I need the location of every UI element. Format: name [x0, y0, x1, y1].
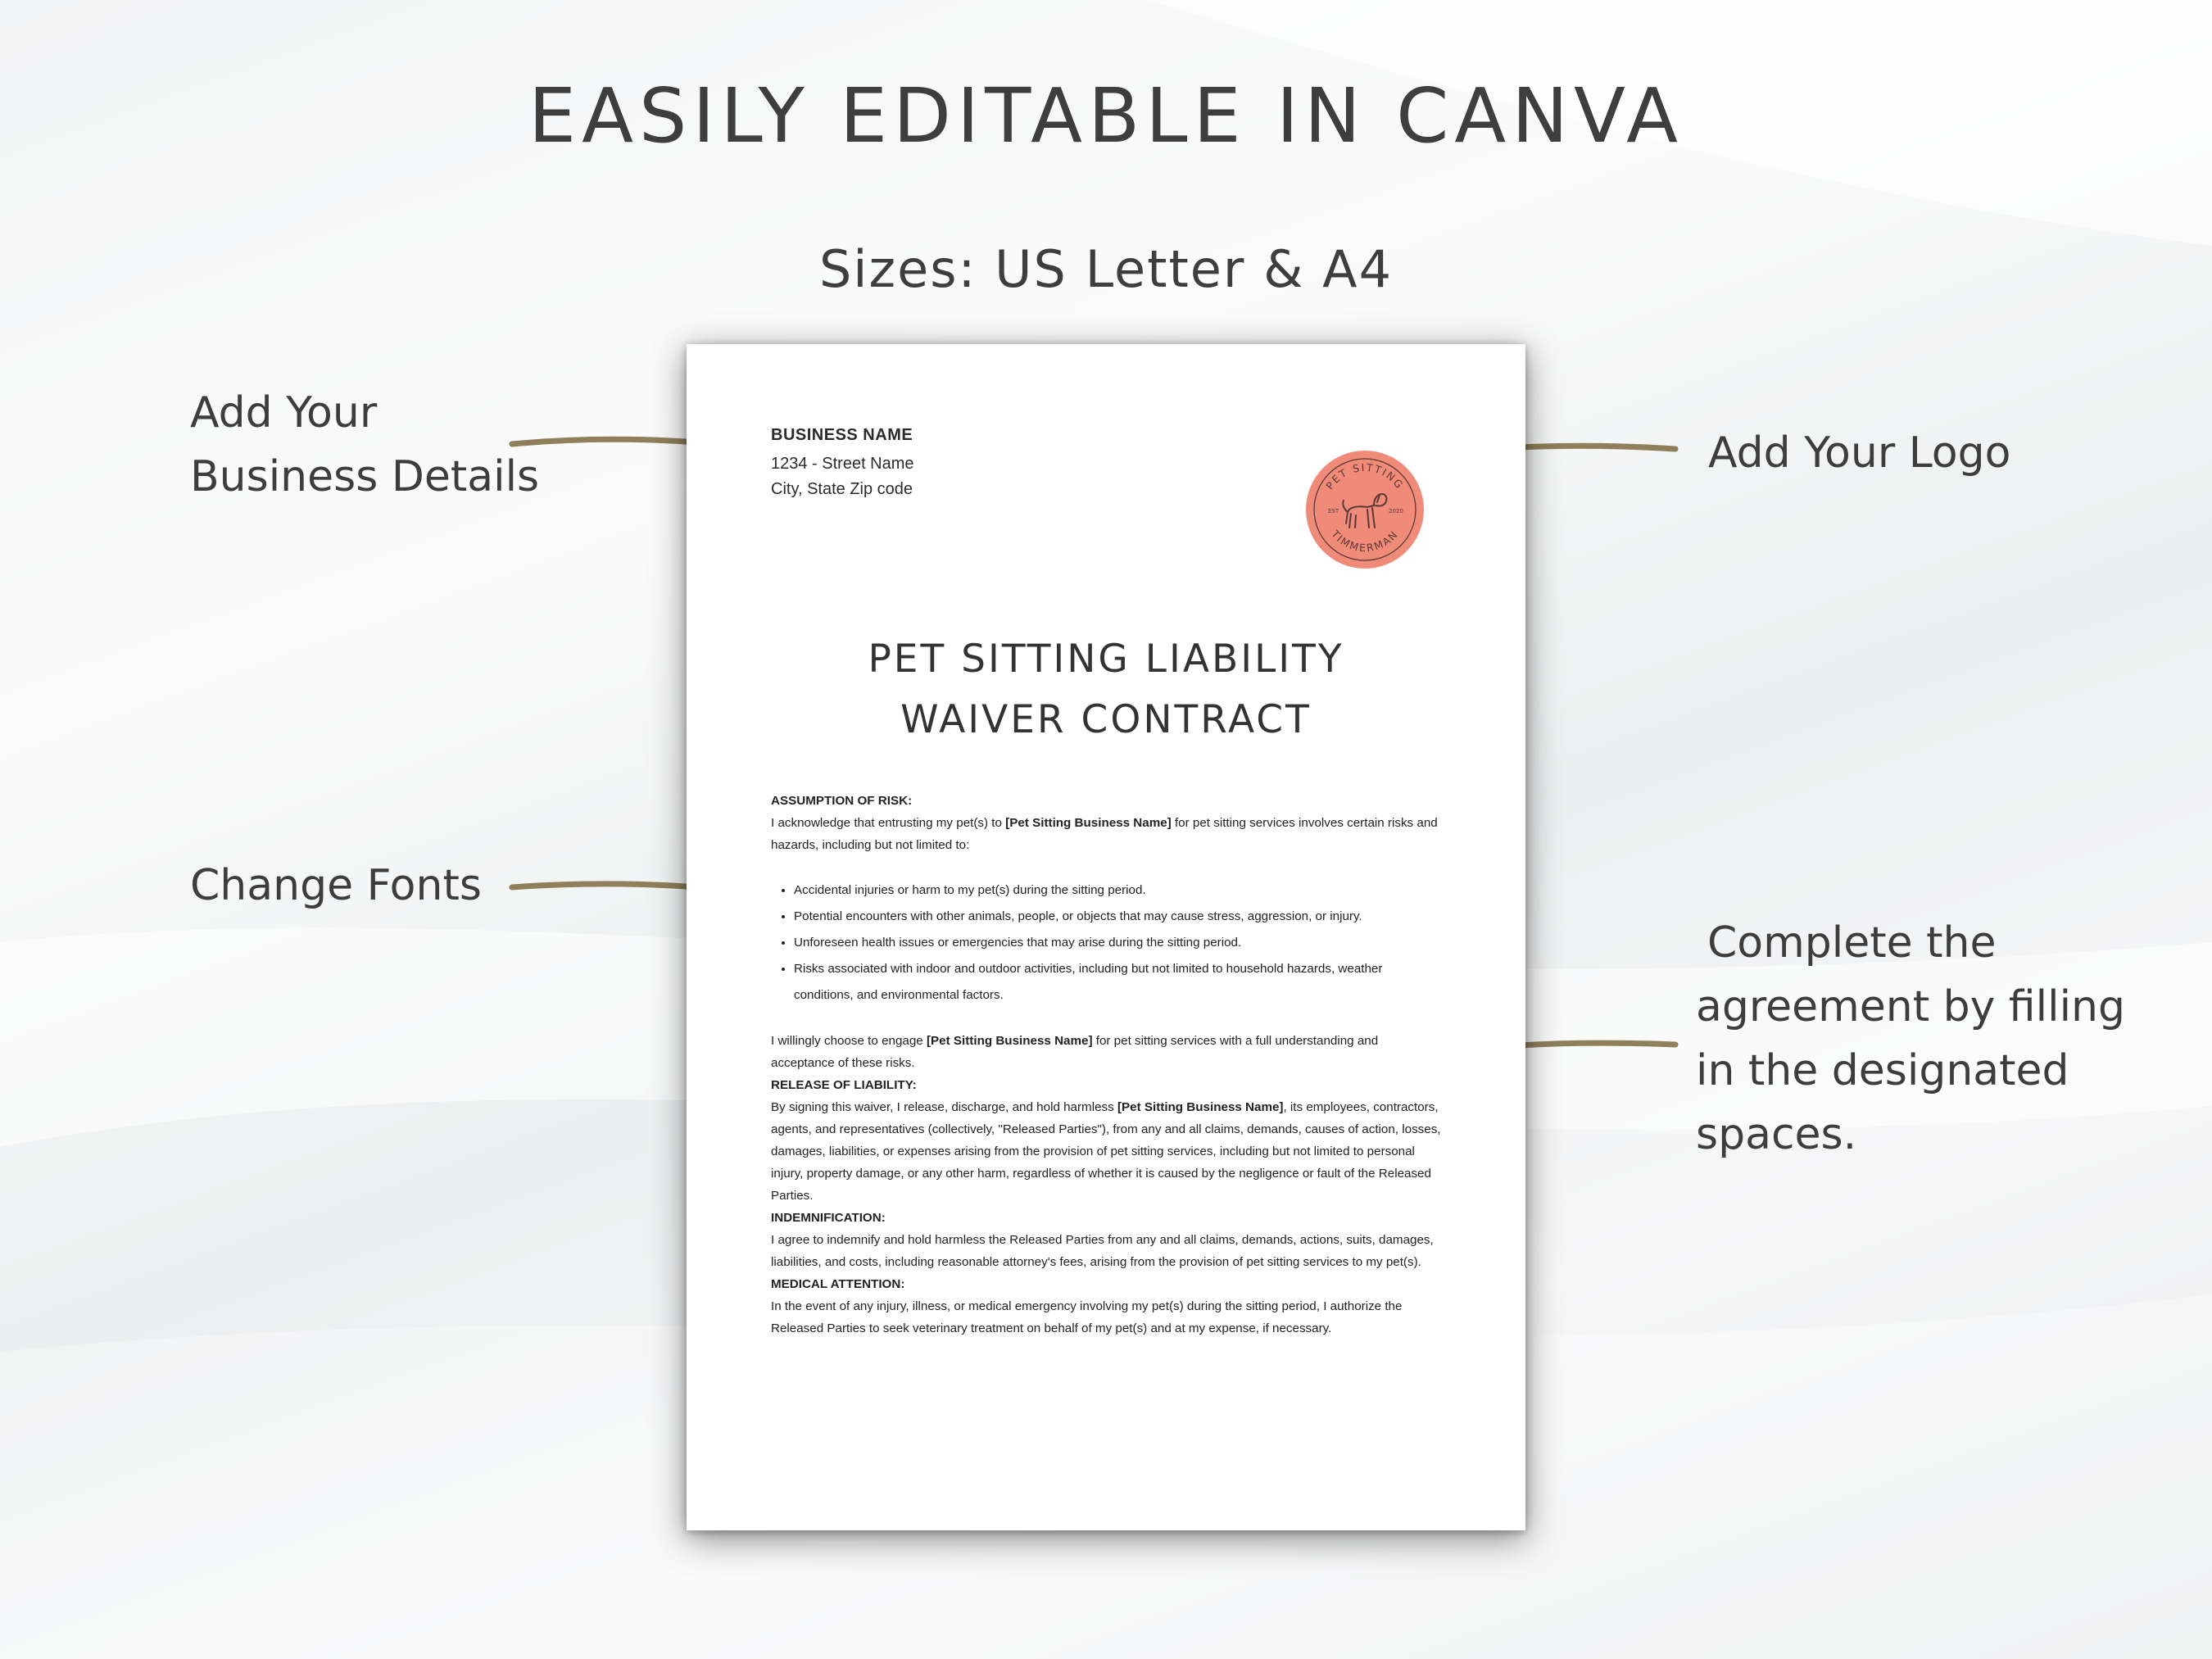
callout-complete-line1: Complete the	[1707, 918, 1997, 968]
callout-business-line2: Business Details	[190, 452, 540, 501]
business-street: 1234 - Street Name	[771, 455, 914, 473]
logo-right-text: 2020	[1389, 508, 1403, 514]
headline: EASILY EDITABLE IN CANVA	[528, 72, 1684, 160]
document-title	[687, 629, 1525, 750]
subline: Sizes: US Letter & A4	[818, 239, 1394, 299]
assumption-heading: ASSUMPTION OF RISK:	[771, 794, 913, 808]
document-title-line2: WAIVER CONTRACT	[900, 697, 1312, 742]
callout-complete-line3: in the designated	[1696, 1046, 2069, 1095]
indemnification-text: I agree to indemnify and hold harmless the Released Parties from any and all claims, demands, actions, suits, damages, liabilities, and costs, including reasonable attorney's fees, arising from the provision of pet sitting services to my pet(s).	[771, 1233, 1434, 1269]
callout-business-line1: Add Your	[190, 388, 378, 437]
medical-text: In the event of any injury, illness, or medical emergency involving my pet(s) during the sitting period, I authorize the Released Parties to seek veterinary treatment on behalf of my pet(s) and at my expense, if necessary.	[771, 1299, 1403, 1335]
callout-complete-agreement	[1696, 911, 2187, 1167]
logo-bottom-text: TIMMERMAN	[1329, 528, 1401, 555]
document-body	[771, 790, 1443, 1339]
business-details	[771, 426, 914, 499]
indemnification-heading: INDEMNIFICATION:	[771, 1211, 886, 1225]
callout-change-fonts: Change Fonts	[190, 861, 482, 910]
business-name: BUSINESS NAME	[771, 426, 913, 444]
logo-top-text: PET SITTING	[1323, 460, 1407, 492]
callout-complete-line2: agreement by filling	[1696, 982, 2125, 1031]
document-title-line1: PET SITTING LIABILITY	[868, 637, 1344, 682]
list-item: • Unforeseen health issues or emergencies that may arise during the sitting period.	[794, 930, 1443, 956]
callout-add-logo: Add Your Logo	[1708, 428, 2011, 478]
release-text: By signing this waiver, I release, discharge, and hold harmless [Pet Sitting Business Name], its employees, contractors, agents, and representatives (collectively, "Released Parties"), from any and all claims, demands, causes of action, losses, damages, liabilities, or expenses arising from the provision of pet sitting services, including but not limited to personal injury, property damage, or any other harm, regardless of whether it is caused by the negligence or fault of the Released Parties.	[771, 1100, 1441, 1203]
document-page	[687, 344, 1525, 1530]
logo-left-text: EST	[1328, 508, 1339, 514]
list-item: • Risks associated with indoor and outdoor activities, including but not limited to household hazards, weather conditions, and environmental factors.	[794, 956, 1443, 1009]
callout-complete-line4: spaces.	[1696, 1110, 1857, 1159]
list-item: • Accidental injuries or harm to my pet(s) during the sitting period.	[794, 877, 1443, 904]
list-item: • Potential encounters with other animals, people, or objects that may cause stress, aggression, or injury.	[794, 904, 1443, 930]
release-heading: RELEASE OF LIABILITY:	[771, 1078, 917, 1092]
business-city: City, State Zip code	[771, 480, 913, 498]
assumption-outro: I willingly choose to engage [Pet Sitting Business Name] for pet sitting services with a full understanding and acceptance of these risks.	[771, 1034, 1379, 1070]
business-logo	[1303, 448, 1426, 571]
callout-business-details	[190, 381, 539, 509]
risk-list	[771, 877, 1443, 1009]
medical-heading: MEDICAL ATTENTION:	[771, 1277, 905, 1291]
assumption-intro: I acknowledge that entrusting my pet(s) to [Pet Sitting Business Name] for pet sitting services involves certain risks and hazards, including but not limited to:	[771, 816, 1438, 852]
